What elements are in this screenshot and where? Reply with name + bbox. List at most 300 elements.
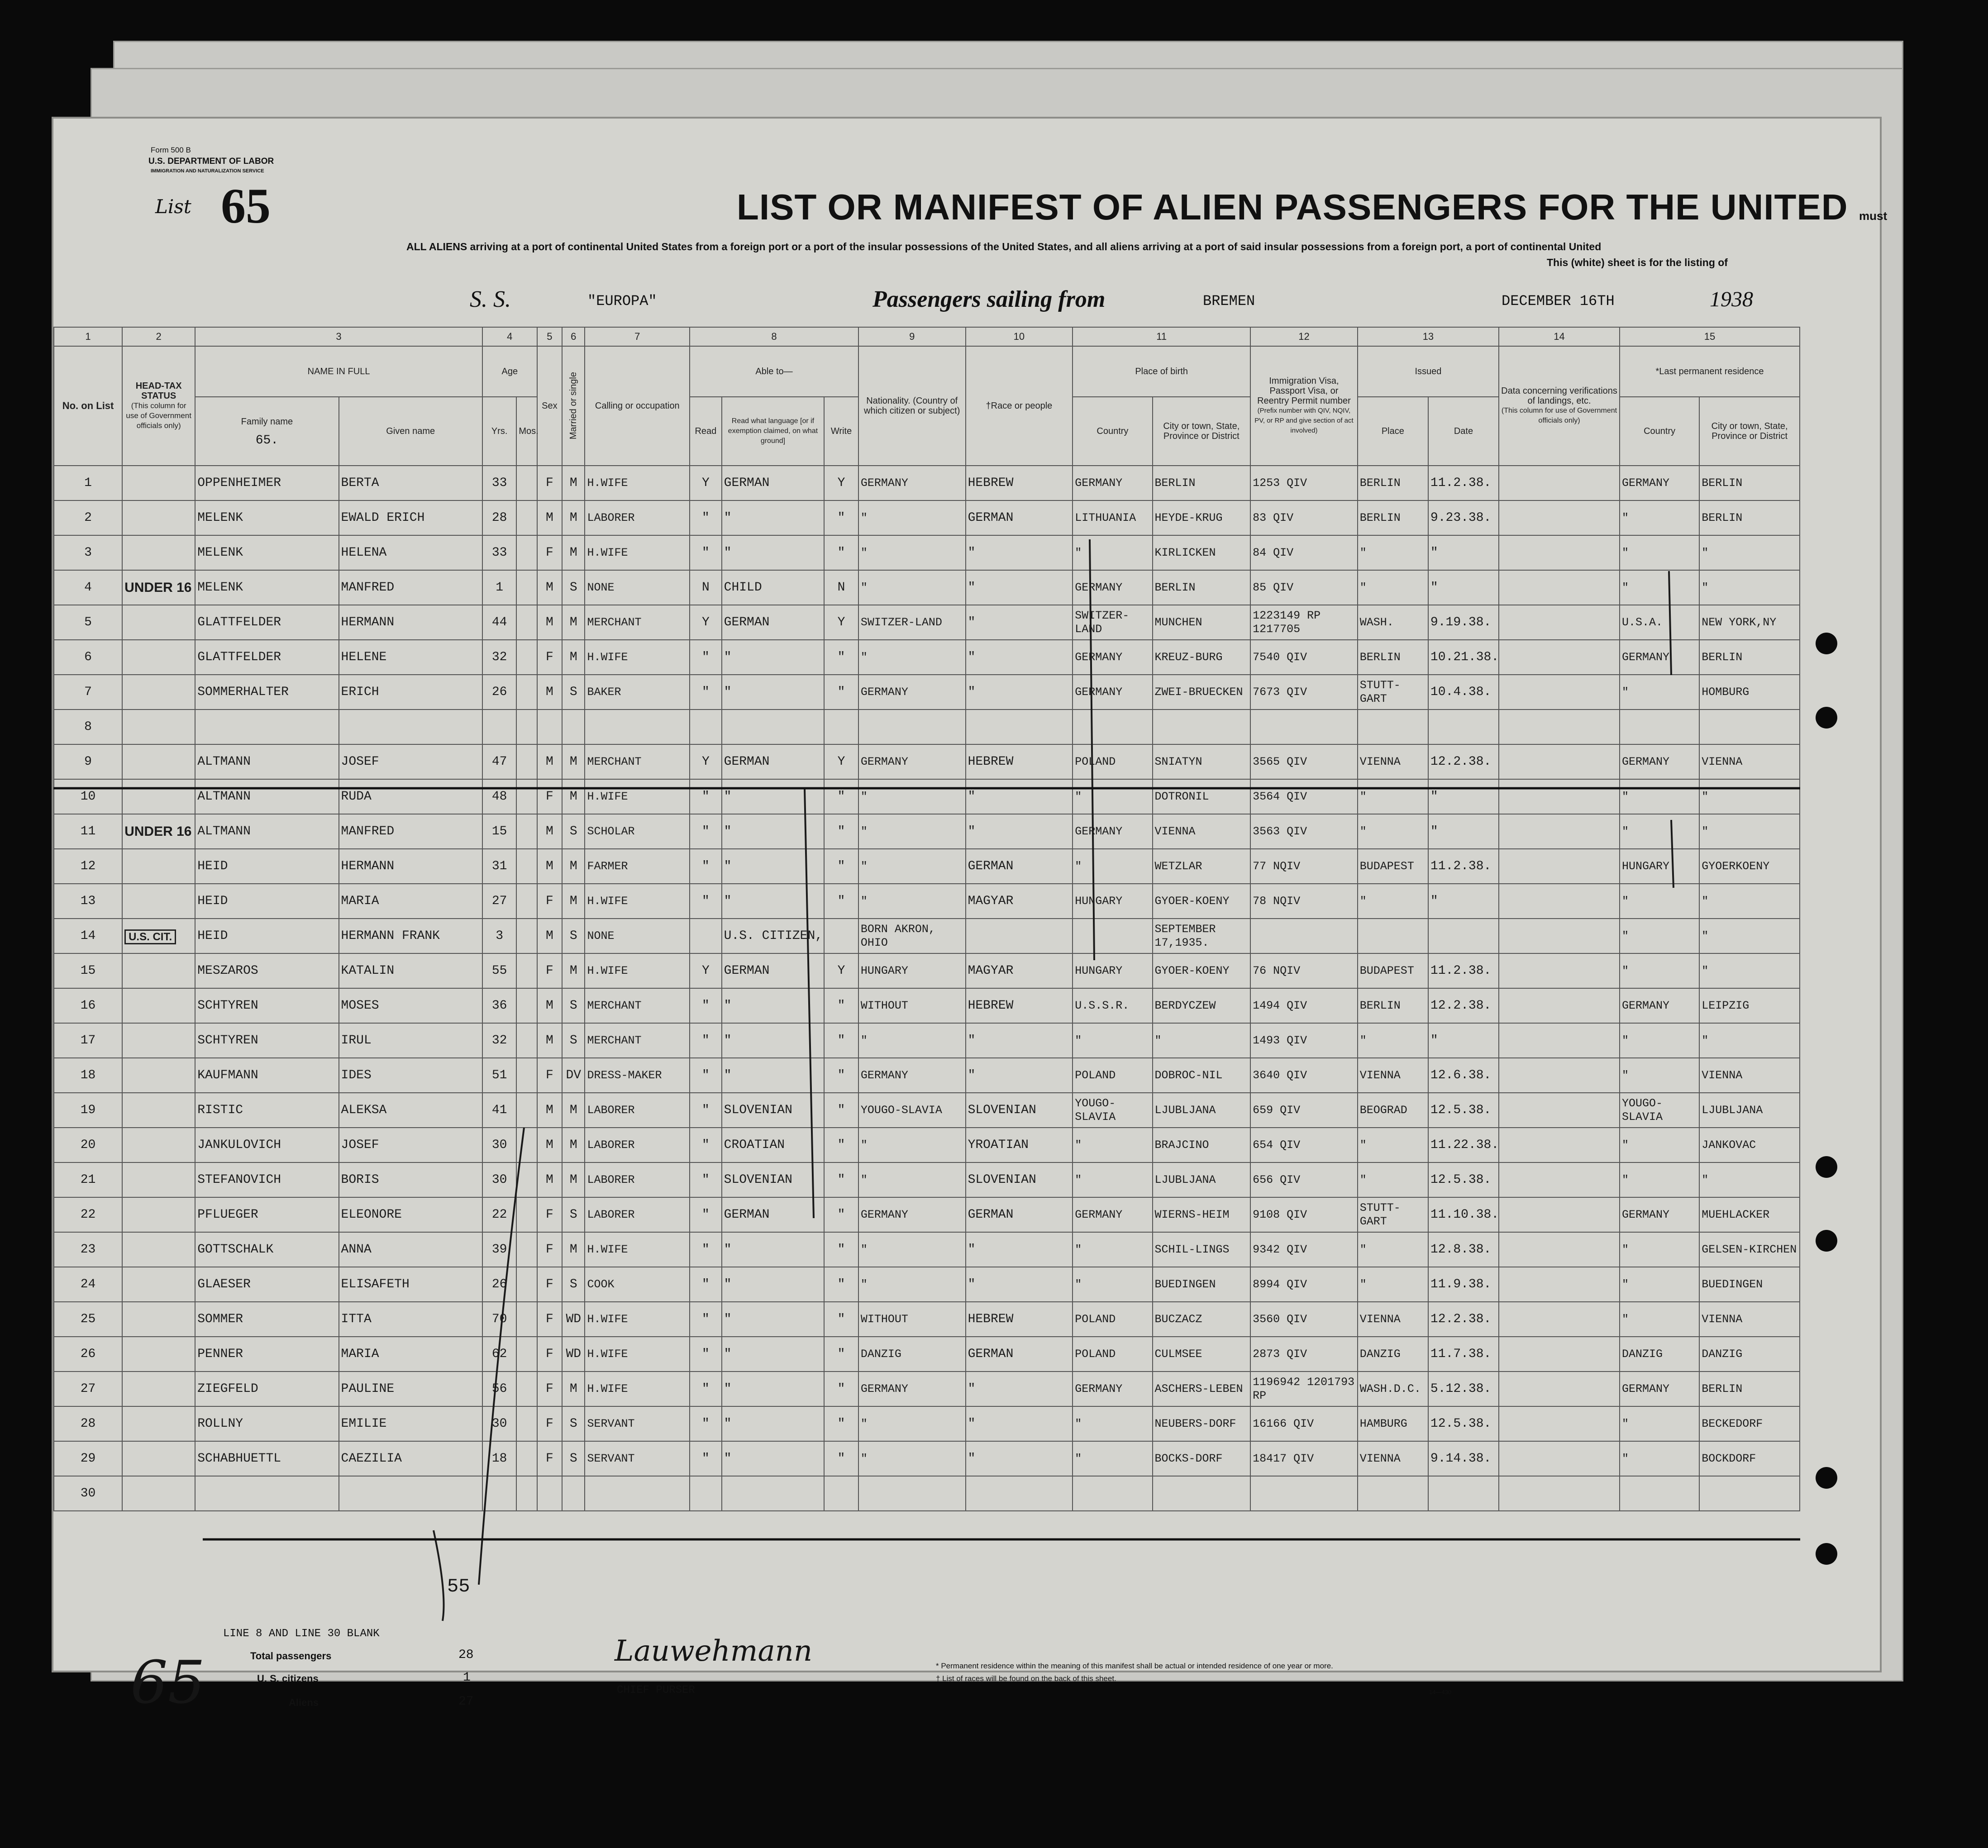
residence-city: " [1699, 814, 1800, 849]
residence-country: " [1620, 953, 1699, 988]
table-row [54, 675, 1800, 710]
residence-country: " [1620, 1267, 1699, 1302]
issued-place: " [1358, 535, 1428, 570]
read-language: " [722, 500, 825, 535]
can-write: " [824, 1023, 858, 1058]
race: " [966, 535, 1073, 570]
family-name: HEID [195, 849, 338, 884]
residence-city: HOMBURG [1699, 675, 1800, 710]
row-number: 3 [54, 535, 122, 570]
residence-country: " [1620, 535, 1699, 570]
column-number: 7 [585, 327, 690, 346]
race: " [966, 814, 1073, 849]
nationality: SWITZER-LAND [858, 605, 966, 640]
age-years: 3 [482, 919, 517, 953]
age-years: 48 [482, 779, 517, 814]
age-years: 30 [482, 1128, 517, 1162]
sex: F [537, 779, 562, 814]
race: " [966, 640, 1073, 675]
verification [1499, 1128, 1620, 1162]
marital-status: M [562, 1128, 585, 1162]
sex: F [537, 640, 562, 675]
race: GERMAN [966, 1197, 1073, 1232]
sex: F [537, 1441, 562, 1476]
can-read: " [690, 1232, 722, 1267]
binder-hole [1816, 707, 1837, 729]
head-tax-status [122, 1197, 195, 1232]
birth-country: YOUGO-SLAVIA [1073, 1093, 1152, 1128]
residence-city: JANKOVAC [1699, 1128, 1800, 1162]
birth-city: LJUBLJANA [1153, 1162, 1251, 1197]
visa-number: 2873 QIV [1250, 1337, 1358, 1372]
can-read: " [690, 1337, 722, 1372]
issued-date: 5.12.38. [1428, 1372, 1499, 1406]
age-months [516, 814, 537, 849]
issued-date: 9.23.38. [1428, 500, 1499, 535]
age-years [482, 710, 517, 744]
head-tax-status [122, 1302, 195, 1337]
read-language: " [722, 1058, 825, 1093]
read-language: " [722, 535, 825, 570]
age-months [516, 919, 537, 953]
marital-status: M [562, 466, 585, 500]
issued-place [1358, 919, 1428, 953]
visa-number: 83 QIV [1250, 500, 1358, 535]
birth-country: " [1073, 849, 1152, 884]
can-read: " [690, 535, 722, 570]
age-months [516, 1023, 537, 1058]
birth-city: KREUZ-BURG [1153, 640, 1251, 675]
row-number: 25 [54, 1302, 122, 1337]
can-read: " [690, 1406, 722, 1441]
can-write: Y [824, 953, 858, 988]
us-citizen-stamp: U.S. CIT. [124, 929, 176, 944]
family-name: SCHTYREN [195, 988, 338, 1023]
given-name: HERMANN [339, 605, 482, 640]
family-name: MELENK [195, 535, 338, 570]
column-number: 15 [1620, 327, 1800, 346]
family-name: STEFANOVICH [195, 1162, 338, 1197]
family-name: GOTTSCHALK [195, 1232, 338, 1267]
column-number: 5 [537, 327, 562, 346]
column-number: 11 [1073, 327, 1250, 346]
header-read: Read [690, 397, 722, 466]
header-no-on-list: No. on List [54, 346, 122, 466]
birth-country: " [1073, 1441, 1152, 1476]
head-tax-status: UNDER 16 [122, 814, 195, 849]
verification [1499, 1162, 1620, 1197]
issued-date: " [1428, 884, 1499, 919]
row-number: 8 [54, 710, 122, 744]
row-number: 28 [54, 1406, 122, 1441]
nationality: " [858, 535, 966, 570]
residence-country: " [1620, 1023, 1699, 1058]
birth-city: GYOER-KOENY [1153, 953, 1251, 988]
age-years: 39 [482, 1232, 517, 1267]
table-row [54, 919, 1800, 953]
age-years: 41 [482, 1093, 517, 1128]
issued-date: 11.9.38. [1428, 1267, 1499, 1302]
issued-place: STUTT-GART [1358, 675, 1428, 710]
handwritten-header-note: 65. [255, 433, 279, 448]
visa-label: Immigration Visa, Passport Visa, or Reentry Permit number [1257, 376, 1351, 406]
age-years: 26 [482, 1267, 517, 1302]
can-write: " [824, 884, 858, 919]
visa-number: 3564 QIV [1250, 779, 1358, 814]
birth-country: GERMANY [1073, 675, 1152, 710]
marital-status: S [562, 919, 585, 953]
column-number: 10 [966, 327, 1073, 346]
marital-status [562, 1476, 585, 1511]
can-read: Y [690, 953, 722, 988]
header-birth-city: City or town, State, Province or District [1153, 397, 1251, 466]
head-tax-status [122, 884, 195, 919]
sex: M [537, 675, 562, 710]
blank-lines-note: LINE 8 AND LINE 30 BLANK [223, 1628, 380, 1640]
verification [1499, 988, 1620, 1023]
visa-number: 78 NQIV [1250, 884, 1358, 919]
nationality: YOUGO-SLAVIA [858, 1093, 966, 1128]
occupation: H.WIFE [585, 1372, 690, 1406]
head-tax-status [122, 605, 195, 640]
can-read: N [690, 570, 722, 605]
residence-country: " [1620, 1162, 1699, 1197]
given-name: ITTA [339, 1302, 482, 1337]
head-tax-status [122, 1128, 195, 1162]
verification [1499, 1197, 1620, 1232]
binder-hole [1816, 1543, 1837, 1565]
age-years: 30 [482, 1406, 517, 1441]
can-write: " [824, 814, 858, 849]
race: GERMAN [966, 1337, 1073, 1372]
table-row [54, 1128, 1800, 1162]
residence-country: " [1620, 779, 1699, 814]
birth-country: U.S.S.R. [1073, 988, 1152, 1023]
can-write: N [824, 570, 858, 605]
birth-city: WIERNS-HEIM [1153, 1197, 1251, 1232]
issued-date: 12.5.38. [1428, 1406, 1499, 1441]
table-row [54, 1302, 1800, 1337]
nationality: " [858, 1162, 966, 1197]
can-write: Y [824, 466, 858, 500]
read-language: " [722, 884, 825, 919]
verification [1499, 744, 1620, 779]
occupation: H.WIFE [585, 884, 690, 919]
race: " [966, 1058, 1073, 1093]
header-nationality: Nationality. (Country of which citizen or subject) [858, 346, 966, 466]
issued-date: 9.19.38. [1428, 605, 1499, 640]
occupation: H.WIFE [585, 953, 690, 988]
occupation: H.WIFE [585, 1232, 690, 1267]
family-name [195, 710, 338, 744]
marital-status: S [562, 814, 585, 849]
row-number: 14 [54, 919, 122, 953]
nationality: GERMANY [858, 1372, 966, 1406]
given-name: HELENE [339, 640, 482, 675]
head-tax-status [122, 1093, 195, 1128]
visa-number: 3640 QIV [1250, 1058, 1358, 1093]
race: " [966, 675, 1073, 710]
races-note: † List of races will be found on the back of this sheet. [936, 1674, 1116, 1683]
issued-place: STUTT-GART [1358, 1197, 1428, 1232]
head-tax-status [122, 849, 195, 884]
age-years: 70 [482, 1302, 517, 1337]
family-name: PFLUEGER [195, 1197, 338, 1232]
race: MAGYAR [966, 884, 1073, 919]
verification [1499, 1232, 1620, 1267]
row-number: 13 [54, 884, 122, 919]
read-language: CROATIAN [722, 1128, 825, 1162]
verification [1499, 919, 1620, 953]
nationality: " [858, 570, 966, 605]
row-number: 15 [54, 953, 122, 988]
subtitle: ALL ALIENS arriving at a port of continental United States from a foreign port or a port of the insular possessions of the United States, and all aliens arriving at a port of said insular possessions from a foreign port, a port of continental United [406, 241, 1602, 252]
birth-city: ASCHERS-LEBEN [1153, 1372, 1251, 1406]
issued-date: 12.5.38. [1428, 1162, 1499, 1197]
verification [1499, 1302, 1620, 1337]
race [966, 1476, 1073, 1511]
nationality: " [858, 884, 966, 919]
list-label: List [155, 195, 191, 218]
issued-place: BEOGRAD [1358, 1093, 1428, 1128]
column-number: 12 [1250, 327, 1358, 346]
verification [1499, 500, 1620, 535]
age-years: 56 [482, 1372, 517, 1406]
header-race: †Race or people [966, 346, 1073, 466]
marital-status: S [562, 988, 585, 1023]
verification [1499, 675, 1620, 710]
can-read: Y [690, 605, 722, 640]
can-write [824, 710, 858, 744]
binder-hole [1816, 1230, 1837, 1252]
family-name: ALTMANN [195, 814, 338, 849]
header-able-to: Able to— [690, 346, 858, 397]
row-number: 23 [54, 1232, 122, 1267]
given-name: ELEONORE [339, 1197, 482, 1232]
right-edge-text: must [1859, 209, 1888, 223]
occupation [585, 710, 690, 744]
can-read: " [690, 1197, 722, 1232]
residence-city: BERLIN [1699, 466, 1800, 500]
issued-date: 12.5.38. [1428, 1093, 1499, 1128]
header-age: Age [482, 346, 537, 397]
total-value: 28 [458, 1648, 474, 1662]
visa-number: 1253 QIV [1250, 466, 1358, 500]
given-name: CAEZILIA [339, 1441, 482, 1476]
marital-status: S [562, 1197, 585, 1232]
age-months [516, 953, 537, 988]
column-number-row [54, 327, 1800, 346]
can-write: " [824, 1093, 858, 1128]
marital-status: WD [562, 1302, 585, 1337]
age-months [516, 1197, 537, 1232]
read-language: " [722, 1337, 825, 1372]
occupation: LABORER [585, 1128, 690, 1162]
row-number: 26 [54, 1337, 122, 1372]
family-name: OPPENHEIMER [195, 466, 338, 500]
family-name: SCHTYREN [195, 1023, 338, 1058]
birth-city [1153, 1476, 1251, 1511]
issued-place: BUDAPEST [1358, 849, 1428, 884]
sex [537, 1476, 562, 1511]
can-read: " [690, 1023, 722, 1058]
family-name: SOMMER [195, 1302, 338, 1337]
nationality: GERMANY [858, 1197, 966, 1232]
header-sex: Sex [537, 346, 562, 466]
list-number: 65 [221, 178, 271, 233]
marital-status: S [562, 1023, 585, 1058]
residence-country [1620, 710, 1699, 744]
visa-number: 659 QIV [1250, 1093, 1358, 1128]
nationality: DANZIG [858, 1337, 966, 1372]
birth-city: ZWEI-BRUECKEN [1153, 675, 1251, 710]
read-language: " [722, 849, 825, 884]
sex: M [537, 500, 562, 535]
verification [1499, 1372, 1620, 1406]
birth-country: POLAND [1073, 744, 1152, 779]
issued-date: 11.10.38. [1428, 1197, 1499, 1232]
can-write: " [824, 1162, 858, 1197]
table-row [54, 1372, 1800, 1406]
table-row [54, 814, 1800, 849]
read-language [722, 710, 825, 744]
issued-date: 10.21.38. [1428, 640, 1499, 675]
race: HEBREW [966, 988, 1073, 1023]
row-number: 5 [54, 605, 122, 640]
row-number: 12 [54, 849, 122, 884]
issued-place: BERLIN [1358, 466, 1428, 500]
residence-city: BERLIN [1699, 500, 1800, 535]
row-number: 17 [54, 1023, 122, 1058]
given-name: HERMANN [339, 849, 482, 884]
given-name: MANFRED [339, 814, 482, 849]
marital-status: DV [562, 1058, 585, 1093]
head-tax-status [122, 1406, 195, 1441]
given-name [339, 1476, 482, 1511]
table-row [54, 500, 1800, 535]
given-name: JOSEF [339, 1128, 482, 1162]
sex: M [537, 744, 562, 779]
residence-country: DANZIG [1620, 1337, 1699, 1372]
can-write: " [824, 1441, 858, 1476]
issued-date: 11.7.38. [1428, 1337, 1499, 1372]
verification [1499, 884, 1620, 919]
citizens-label: U. S. citizens [257, 1673, 319, 1684]
nationality: " [858, 500, 966, 535]
birth-city: BERLIN [1153, 466, 1251, 500]
marital-status: M [562, 1372, 585, 1406]
read-language: " [722, 675, 825, 710]
age-months [516, 779, 537, 814]
read-language: " [722, 1023, 825, 1058]
birth-country: POLAND [1073, 1058, 1152, 1093]
birth-country: " [1073, 1406, 1152, 1441]
read-language: " [722, 1302, 825, 1337]
age-months [516, 500, 537, 535]
sex: F [537, 1337, 562, 1372]
issued-date: " [1428, 570, 1499, 605]
occupation: H.WIFE [585, 1302, 690, 1337]
age-years: 26 [482, 675, 517, 710]
birth-city: HEYDE-KRUG [1153, 500, 1251, 535]
sex: F [537, 953, 562, 988]
visa-number: 1223149 RP 1217705 [1250, 605, 1358, 640]
issued-place: DANZIG [1358, 1337, 1428, 1372]
residence-city: GELSEN-KIRCHEN [1699, 1232, 1800, 1267]
visa-number [1250, 710, 1358, 744]
read-language: GERMAN [722, 744, 825, 779]
verification [1499, 1441, 1620, 1476]
can-write: " [824, 675, 858, 710]
issued-place: " [1358, 814, 1428, 849]
age-months [516, 744, 537, 779]
race: HEBREW [966, 1302, 1073, 1337]
issued-date: 12.2.38. [1428, 744, 1499, 779]
head-tax-status [122, 500, 195, 535]
can-write: " [824, 849, 858, 884]
issued-date: 12.2.38. [1428, 1302, 1499, 1337]
head-tax-status [122, 535, 195, 570]
nationality: WITHOUT [858, 988, 966, 1023]
header-visa [1250, 346, 1358, 466]
race: " [966, 1372, 1073, 1406]
table-row [54, 640, 1800, 675]
visa-number: 656 QIV [1250, 1162, 1358, 1197]
birth-country: GERMANY [1073, 570, 1152, 605]
header-verifications [1499, 346, 1620, 466]
row-number: 6 [54, 640, 122, 675]
citizens-value: 1 [463, 1671, 471, 1685]
given-name: IRUL [339, 1023, 482, 1058]
sex: F [537, 1197, 562, 1232]
marital-status: M [562, 605, 585, 640]
residence-country [1620, 1476, 1699, 1511]
visa-number: 84 QIV [1250, 535, 1358, 570]
race: " [966, 1232, 1073, 1267]
table-row [54, 1023, 1800, 1058]
table-row [54, 535, 1800, 570]
table-row [54, 1162, 1800, 1197]
row-number: 27 [54, 1372, 122, 1406]
read-language: " [722, 1232, 825, 1267]
family-name: KAUFMANN [195, 1058, 338, 1093]
header-issued: Issued [1358, 346, 1499, 397]
given-name: ALEKSA [339, 1093, 482, 1128]
header-row-1 [54, 346, 1800, 397]
visa-number: 3565 QIV [1250, 744, 1358, 779]
occupation: SCHOLAR [585, 814, 690, 849]
issued-place: VIENNA [1358, 1441, 1428, 1476]
occupation: H.WIFE [585, 640, 690, 675]
header-place-of-birth: Place of birth [1073, 346, 1250, 397]
verification [1499, 849, 1620, 884]
sex: M [537, 1023, 562, 1058]
department: U.S. DEPARTMENT OF LABOR [148, 157, 274, 166]
given-name: MOSES [339, 988, 482, 1023]
verification [1499, 1337, 1620, 1372]
birth-city: SCHIL-LINGS [1153, 1232, 1251, 1267]
manifest-sheet [53, 119, 1888, 1717]
table-row [54, 1058, 1800, 1093]
sex: M [537, 849, 562, 884]
row-number: 1 [54, 466, 122, 500]
residence-country: " [1620, 500, 1699, 535]
can-write: Y [824, 744, 858, 779]
residence-city: " [1699, 779, 1800, 814]
column-number: 6 [562, 327, 585, 346]
nationality: " [858, 1406, 966, 1441]
nationality: " [858, 779, 966, 814]
